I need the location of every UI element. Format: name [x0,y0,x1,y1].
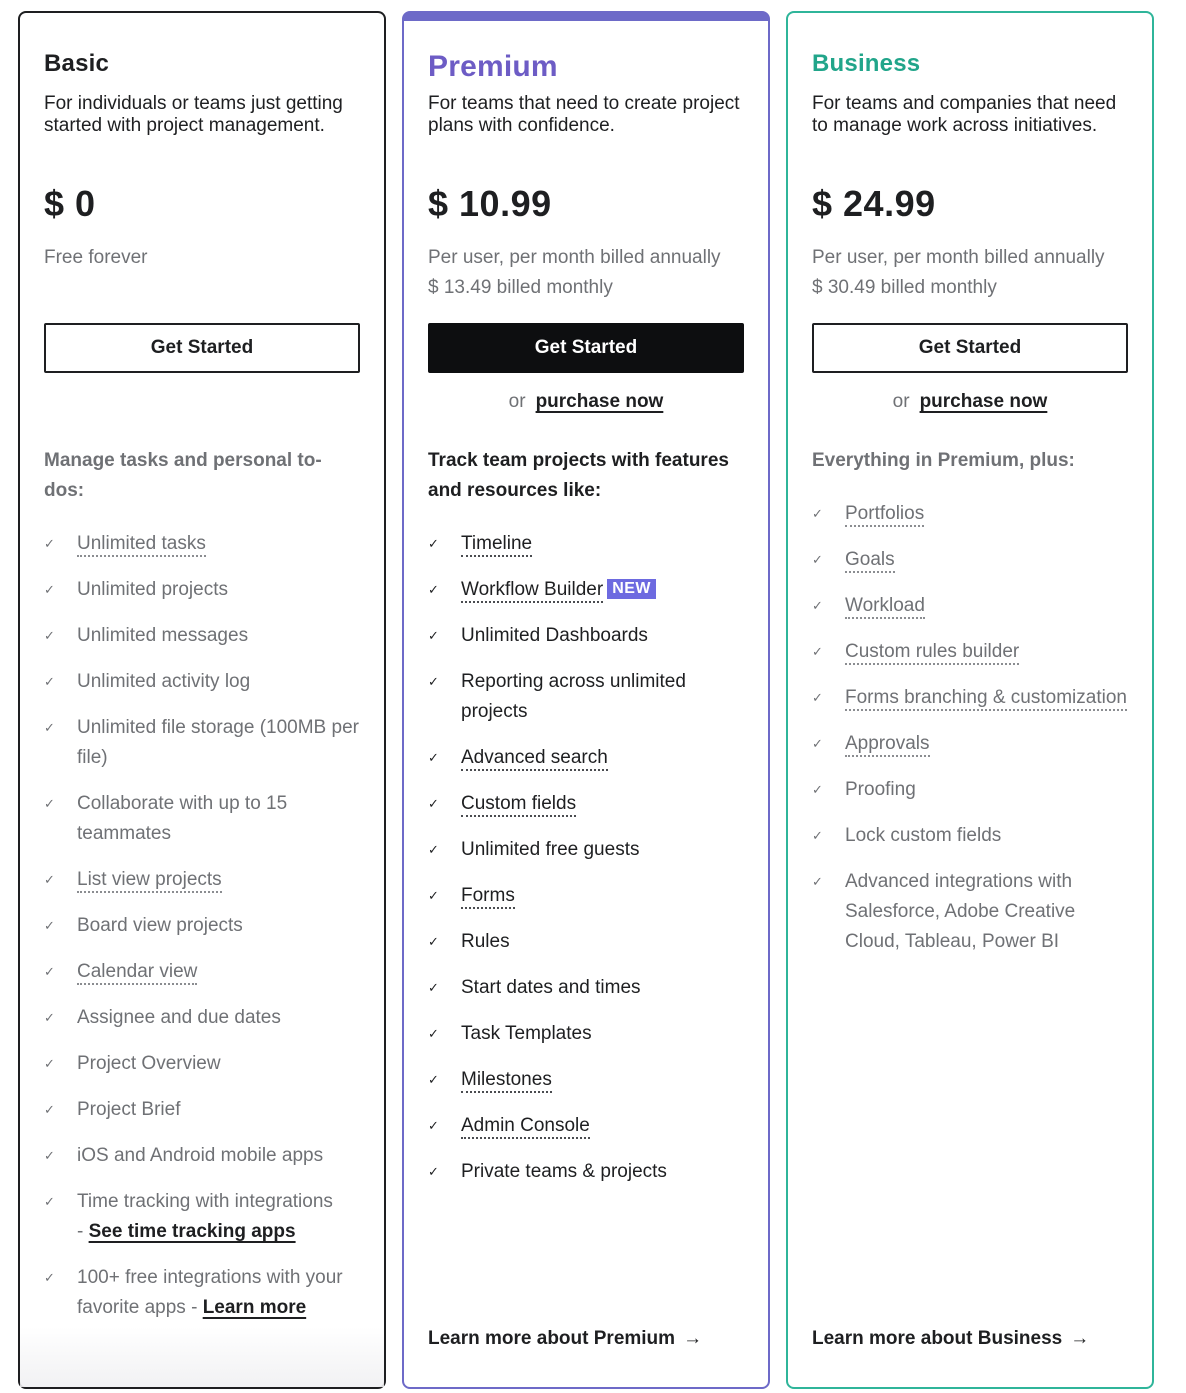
feature-tooltip-link[interactable]: Custom fields [461,793,576,817]
billing-line: Per user, per month billed annually [812,247,1105,268]
check-icon: ✓ [44,964,55,979]
plan-name: Premium [428,50,558,83]
or-label: or [508,391,526,412]
check-icon: ✓ [44,582,55,597]
feature-item [428,927,744,957]
check-icon: ✓ [428,628,439,643]
feature-item [428,789,744,819]
check-icon: ✓ [812,874,823,889]
feature-tooltip-link[interactable]: Custom rules builder [845,641,1019,665]
feature-item [428,575,744,605]
check-icon: ✓ [44,720,55,735]
feature-label: Private teams & projects [461,1161,667,1182]
feature-item [428,529,744,559]
feature-item [428,621,744,651]
feature-label: Time tracking with integrations [77,1191,333,1212]
feature-tooltip-link[interactable]: List view projects [77,869,222,893]
check-icon: ✓ [44,1056,55,1071]
feature-label: Unlimited file storage (100MB per file) [77,717,359,768]
feature-label: Assignee and due dates [77,1007,281,1028]
feature-label: Proofing [845,779,916,800]
feature-label: Start dates and times [461,977,641,998]
check-icon: ✓ [812,736,823,751]
feature-item [428,881,744,911]
feature-item [812,591,1128,621]
or-label: or [892,391,910,412]
feature-label: Project Overview [77,1053,221,1074]
check-icon: ✓ [428,934,439,949]
feature-label: Unlimited activity log [77,671,251,692]
plan-name: Basic [44,50,110,77]
check-icon: ✓ [44,1102,55,1117]
check-icon: ✓ [44,674,55,689]
check-icon: ✓ [812,644,823,659]
feature-list [44,529,360,1339]
feature-tooltip-link[interactable]: Milestones [461,1069,552,1093]
feature-item [44,1263,360,1323]
features-heading: Everything in Premium, plus: [812,450,1075,471]
get-started-button[interactable]: Get Started [812,323,1128,373]
plan-price: $ 10.99 [428,183,552,224]
feature-label: Board view projects [77,915,243,936]
purchase-now-link[interactable]: purchase now [535,391,664,412]
check-icon: ✓ [428,1026,439,1041]
feature-item [812,637,1128,667]
purchase-row [812,391,1128,413]
plan-price: $ 24.99 [812,183,936,224]
plan-card-premium [402,11,770,1389]
purchase-now-link[interactable]: purchase now [919,391,1048,412]
plan-card-business [786,11,1154,1389]
feature-item [428,973,744,1003]
feature-item [812,821,1128,851]
feature-label: Rules [461,931,510,952]
check-icon: ✓ [44,628,55,643]
feature-label: Collaborate with up to 15 teammates [77,793,288,844]
feature-item [428,1157,744,1187]
feature-list [812,499,1128,973]
feature-label: Unlimited Dashboards [461,625,648,646]
dash: - [191,1297,198,1318]
check-icon: ✓ [812,782,823,797]
features-heading: Track team projects with features and resources like: [428,450,729,501]
feature-item [812,683,1128,713]
feature-item [44,713,360,773]
feature-item [812,545,1128,575]
plan-description: For teams that need to create project plans with confidence. [428,93,740,136]
feature-item [44,789,360,849]
feature-item [44,1049,360,1079]
feature-label: iOS and Android mobile apps [77,1145,324,1166]
feature-tooltip-link[interactable]: Portfolios [845,503,924,527]
feature-tooltip-link[interactable]: Timeline [461,533,532,557]
feature-item [428,743,744,773]
feature-label: Project Brief [77,1099,181,1120]
check-icon: ✓ [428,674,439,689]
feature-item [44,1095,360,1125]
learn-more-premium-link[interactable] [428,1328,702,1350]
time-tracking-apps-link[interactable]: See time tracking apps [88,1221,296,1242]
check-icon: ✓ [428,842,439,857]
feature-label: 100+ free integrations with your favorite apps [77,1267,343,1318]
new-badge: NEW [607,579,656,599]
billing-info [44,243,360,273]
check-icon: ✓ [428,888,439,903]
feature-tooltip-link[interactable]: Advanced search [461,747,608,771]
check-icon: ✓ [812,552,823,567]
billing-line: Free forever [44,247,148,268]
check-icon: ✓ [44,1194,55,1209]
feature-tooltip-link[interactable]: Unlimited tasks [77,533,206,557]
check-icon: ✓ [812,506,823,521]
plan-description: For teams and companies that need to manage work across initiatives. [812,93,1117,136]
purchase-row [428,391,744,413]
check-icon: ✓ [44,872,55,887]
arrow-right-icon: → [1070,1328,1090,1349]
feature-label: Advanced integrations with Salesforce, Adobe Creative Cloud, Tableau, Power BI [845,871,1076,952]
billing-line: Per user, per month billed annually [428,247,721,268]
learn-more-label: Learn more about Premium [428,1328,676,1349]
features-heading: Manage tasks and personal to-dos: [44,450,322,501]
billing-monthly: $ 13.49 billed monthly [428,277,613,298]
billing-monthly: $ 30.49 billed monthly [812,277,997,298]
feature-label: Unlimited free guests [461,839,640,860]
learn-more-label: Learn more about Business [812,1328,1063,1349]
plan-price: $ 0 [44,183,96,224]
feature-item [812,499,1128,529]
arrow-right-icon: → [683,1328,703,1349]
feature-label: Lock custom fields [845,825,1002,846]
check-icon: ✓ [812,828,823,843]
learn-more-business-link[interactable] [812,1328,1089,1350]
check-icon: ✓ [44,796,55,811]
get-started-button[interactable]: Get Started [428,323,744,373]
feature-item [44,865,360,895]
check-icon: ✓ [428,796,439,811]
dash: - [77,1221,84,1242]
get-started-button[interactable]: Get Started [44,323,360,373]
feature-tooltip-link[interactable]: Workflow Builder [461,579,603,603]
check-icon: ✓ [44,918,55,933]
feature-tooltip-link[interactable]: Forms [461,885,515,909]
feature-tooltip-link[interactable]: Workload [845,595,925,619]
feature-item [44,667,360,697]
check-icon: ✓ [44,536,55,551]
feature-tooltip-link[interactable]: Goals [845,549,895,573]
feature-list [428,529,744,1203]
check-icon: ✓ [428,980,439,995]
check-icon: ✓ [44,1270,55,1285]
check-icon: ✓ [44,1148,55,1163]
feature-item [44,957,360,987]
feature-item [812,775,1128,805]
feature-item [44,621,360,651]
plan-description: For individuals or teams just getting started with project management. [44,93,343,136]
feature-tooltip-link[interactable]: Admin Console [461,1115,590,1139]
check-icon: ✓ [428,1164,439,1179]
plan-name: Business [812,50,921,77]
feature-item [44,1187,360,1247]
billing-info [428,243,744,303]
feature-item [44,1141,360,1171]
feature-label: Task Templates [461,1023,592,1044]
check-icon: ✓ [428,1072,439,1087]
feature-item [428,835,744,865]
feature-tooltip-link[interactable]: Calendar view [77,961,197,985]
feature-tooltip-link[interactable]: Approvals [845,733,930,757]
feature-item [44,575,360,605]
feature-item [428,1065,744,1095]
feature-item [44,911,360,941]
check-icon: ✓ [428,750,439,765]
feature-label: Reporting across unlimited projects [461,671,686,722]
feature-item [44,1003,360,1033]
feature-item [812,729,1128,759]
feature-item [428,667,744,727]
plan-card-basic [18,11,386,1389]
check-icon: ✓ [428,1118,439,1133]
feature-item [44,529,360,559]
check-icon: ✓ [44,1010,55,1025]
check-icon: ✓ [812,598,823,613]
feature-tooltip-link[interactable]: Forms branching & customization [845,687,1127,711]
billing-info [812,243,1128,303]
integrations-learn-more-link[interactable]: Learn more [202,1297,307,1318]
feature-item [812,867,1128,957]
check-icon: ✓ [812,690,823,705]
feature-label: Unlimited messages [77,625,249,646]
feature-label: Unlimited projects [77,579,228,600]
check-icon: ✓ [428,536,439,551]
feature-item [428,1019,744,1049]
check-icon: ✓ [428,582,439,597]
feature-item [428,1111,744,1141]
